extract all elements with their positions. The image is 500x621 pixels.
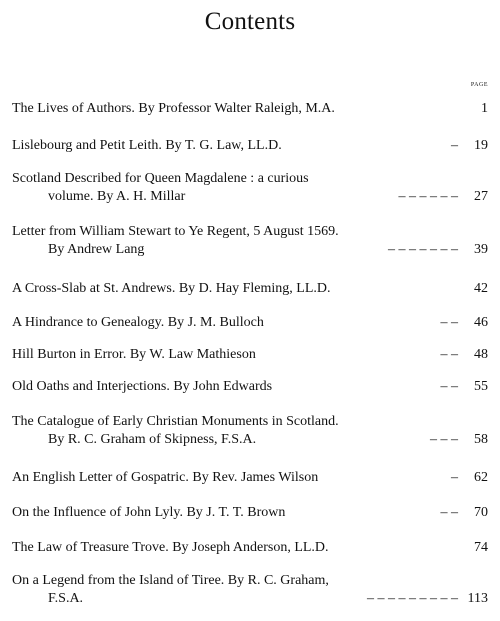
toc-entry bbox=[12, 413, 488, 449]
entry-page-number: 39 bbox=[474, 242, 488, 257]
toc-entry bbox=[12, 314, 488, 332]
leader-dashes: – – – – – – – – – bbox=[367, 591, 458, 606]
entry-page-number: 48 bbox=[474, 347, 488, 362]
entry-page-number: 58 bbox=[474, 432, 488, 447]
leader-dashes: – – – – – – bbox=[398, 189, 458, 204]
entry-page-number: 27 bbox=[474, 189, 488, 204]
entry-text: By R. C. Graham of Skipness, F.S.A. bbox=[48, 432, 257, 447]
entry-page-number: 46 bbox=[474, 315, 488, 330]
toc-entry bbox=[12, 504, 488, 522]
entry-text: A Cross-Slab at St. Andrews. By D. Hay Fleming, LL.D. bbox=[12, 281, 331, 296]
entry-text: The Lives of Authors. By Professor Walter Raleigh, M.A. bbox=[12, 101, 335, 116]
entry-text: The Law of Treasure Trove. By Joseph Anderson, LL.D. bbox=[12, 540, 329, 555]
entry-text: Scotland Described for Queen Magdalene : a curious bbox=[12, 171, 309, 186]
toc-entry bbox=[12, 170, 488, 206]
entry-text: volume. By A. H. Millar bbox=[48, 189, 186, 204]
toc-entry bbox=[12, 223, 488, 259]
entry-text: The Catalogue of Early Christian Monuments in Scotland. bbox=[12, 414, 339, 429]
leader-dashes: – – bbox=[440, 379, 458, 394]
leader-dashes: – bbox=[451, 138, 458, 153]
leader-dashes: – – – bbox=[430, 432, 458, 447]
entry-text: Lislebourg and Petit Leith. By T. G. Law, LL.D. bbox=[12, 138, 282, 153]
entry-text: An English Letter of Gospatric. By Rev. James Wilson bbox=[12, 470, 319, 485]
entry-text: Hill Burton in Error. By W. Law Mathieson bbox=[12, 347, 256, 362]
leader-dashes: – bbox=[451, 470, 458, 485]
entry-text: Letter from William Stewart to Ye Regent, 5 August 1569. bbox=[12, 224, 339, 239]
leader-dashes: – – bbox=[440, 315, 458, 330]
leader-dashes: – – bbox=[440, 347, 458, 362]
toc-entry bbox=[12, 280, 488, 298]
page-column-label: PAGE bbox=[470, 82, 488, 88]
toc-entry bbox=[12, 100, 488, 118]
entry-page-number: 1 bbox=[481, 101, 488, 116]
toc-entry bbox=[12, 137, 488, 155]
toc-entry bbox=[12, 378, 488, 396]
entry-text: Old Oaths and Interjections. By John Edwards bbox=[12, 379, 273, 394]
entry-text: On the Influence of John Lyly. By J. T. T. Brown bbox=[12, 505, 286, 520]
leader-dashes: – – bbox=[440, 505, 458, 520]
entry-page-number: 42 bbox=[474, 281, 488, 296]
toc-entry bbox=[12, 539, 488, 557]
entry-text: A Hindrance to Genealogy. By J. M. Bulloch bbox=[12, 315, 264, 330]
toc-entry bbox=[12, 346, 488, 364]
entry-text: On a Legend from the Island of Tiree. By R. C. Graham, bbox=[12, 573, 329, 588]
entry-page-number: 62 bbox=[474, 470, 488, 485]
entry-page-number: 74 bbox=[474, 540, 488, 555]
page-title: Contents bbox=[204, 8, 296, 35]
entry-page-number: 19 bbox=[474, 138, 488, 153]
leader-dashes: – – – – – – – bbox=[388, 242, 458, 257]
entry-text: By Andrew Lang bbox=[48, 242, 145, 257]
entry-page-number: 70 bbox=[474, 505, 488, 520]
entry-text: F.S.A. bbox=[48, 591, 84, 606]
toc-entry bbox=[12, 572, 488, 608]
toc-entry bbox=[12, 469, 488, 487]
entry-page-number: 55 bbox=[474, 379, 488, 394]
entry-page-number: 113 bbox=[467, 591, 488, 606]
